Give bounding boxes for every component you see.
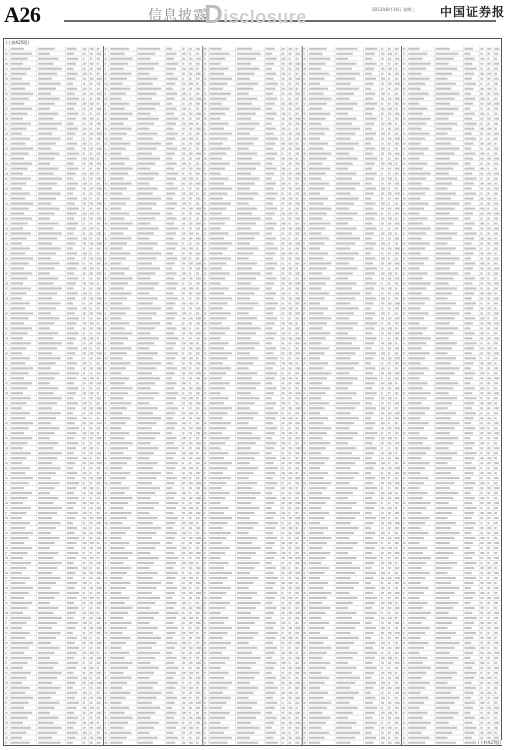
section-title-cn: 信息披露 — [148, 8, 208, 24]
page-number: A26 — [4, 2, 41, 27]
continued-from-caption: (上接A25版) — [6, 40, 29, 45]
table-grid — [4, 46, 501, 745]
section-title-en-cap: D — [204, 0, 224, 29]
issue-date: 2013年8月14日 星期三 — [372, 7, 416, 12]
page-header — [0, 0, 506, 32]
section-title-en-rest: isclosure — [223, 7, 307, 27]
disclosure-table — [3, 38, 502, 746]
section-title-en — [204, 0, 307, 29]
newspaper-masthead: 中国证券报 — [440, 5, 506, 19]
